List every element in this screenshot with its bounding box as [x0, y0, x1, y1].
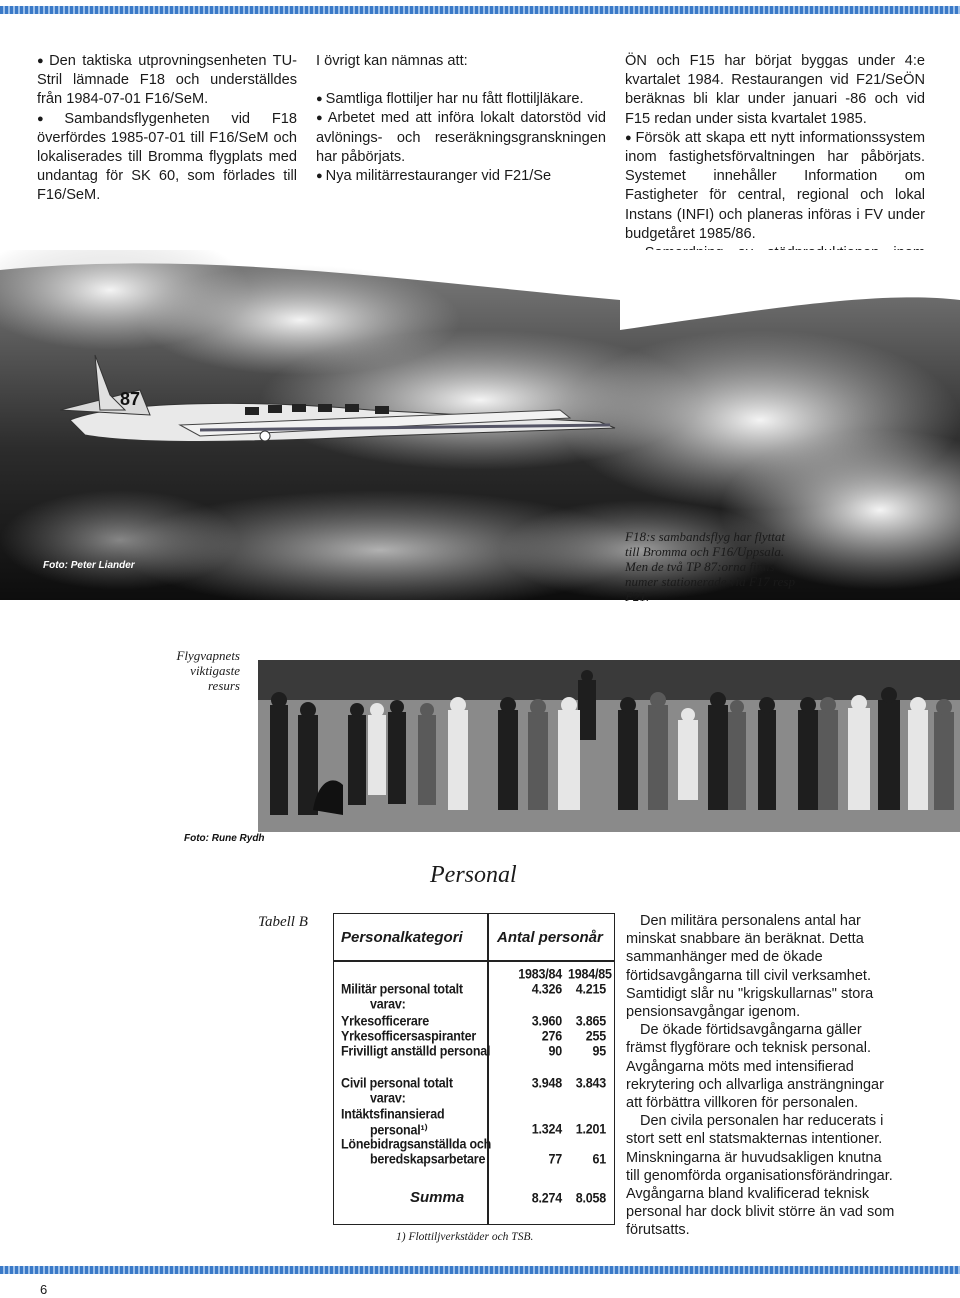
row-value-1: 276	[541, 1028, 562, 1044]
photo-credit-liander: Foto: Peter Liander	[43, 560, 135, 571]
table-row	[334, 996, 614, 1013]
row-label: Yrkesofficerare	[341, 1013, 430, 1029]
photo-credit-rydh: Foto: Rune Rydh	[184, 833, 265, 844]
row-value-2: 255	[585, 1028, 606, 1044]
row-label: personal¹⁾	[370, 1122, 428, 1138]
section-title-personal: Personal	[430, 862, 517, 888]
row-value-2: 1.201	[575, 1121, 606, 1137]
table-header-category: Personalkategori	[341, 929, 463, 946]
text-column-3	[625, 52, 925, 282]
table-row	[334, 1090, 614, 1107]
bottom-decorative-bar	[0, 1266, 960, 1274]
group-photo-title: Flygvapnets viktigaste resurs	[176, 648, 240, 693]
row-label: Yrkesofficersaspiranter	[341, 1028, 477, 1044]
paragraph-civil-personal: Den civila personalen har reducerats i stort sett enl statsmakternas intentioner. Minskningarna är huvudsakligen knutna till genomförda organisationsförändringar. Avgångarna bland kvalificerad teknisk personal har dock blivit större än vad som förutsatts.	[626, 1113, 895, 1239]
aircraft-photo-image	[0, 250, 960, 600]
paragraph-restauranger: ÖN och F15 har börjat byggas under 4:e kvartalet 1984. Restaurangen vid F21/SeÖN beräknas bli klar under januari -86 och vid F15 redan under sista kvartalet 1985.	[625, 53, 925, 127]
row-value-1: 4.326	[531, 981, 562, 997]
row-label: varav:	[370, 996, 406, 1012]
bullet-militarrestauranger: ● Nya militärrestauranger vid F21/Se	[316, 167, 606, 186]
paragraph-tu-stril: ● Den taktiska utprovningsenheten TU-Stril lämnade F18 och underställdes från 1984-07-01 F16/SeM.	[37, 52, 297, 110]
personnel-table	[333, 913, 615, 1225]
text-column-1	[37, 52, 297, 206]
row-value-1: 90	[548, 1043, 562, 1059]
table-row	[334, 1043, 614, 1060]
row-value-2: 95	[592, 1043, 606, 1059]
table-row	[334, 1151, 614, 1168]
row-value-1: 3.948	[531, 1075, 562, 1091]
table-divider-horizontal	[334, 960, 614, 962]
bullet-datorstod: ● Arbetet med att införa lokalt datorstöd vid avlönings- och reseräkningsgranskningen har påbörjats.	[316, 109, 606, 167]
summa-row	[334, 1190, 614, 1207]
summa-value-1: 8.274	[531, 1190, 562, 1206]
row-value-2: 4.215	[575, 981, 606, 997]
bullet-flottiljlakare: ● Samtliga flottiljer har nu fått flottiljläkare.	[316, 90, 606, 109]
year-2: 1984/85	[568, 966, 612, 982]
row-label: beredskapsarbetare	[370, 1151, 486, 1167]
paragraph-sambandsflyg: ● Sambandsflygenheten vid F18 överfördes 1985-07-01 till F16/SeM och lokaliserades till Bromma flygplats med undantag för SK 60, som förlades till F16/SeM.	[37, 110, 297, 206]
page-number: 6	[40, 1282, 48, 1297]
paragraph-militar-personal: Den militära personalens antal har minskat snabbare än beräknat. Detta sammanhänger med de ökade förtidsavgångarna till civil verksamhet. Samtidigt slår nu "krigskullarnas" stora pensionsavgångar igenom.	[626, 913, 874, 1021]
row-value-1: 77	[548, 1151, 562, 1167]
personnel-photo-image	[258, 660, 960, 832]
row-label: Civil personal totalt	[341, 1075, 453, 1091]
row-label: Frivilligt anställd personal	[341, 1043, 491, 1059]
summa-value-2: 8.058	[575, 1190, 606, 1206]
year-1: 1983/84	[518, 966, 562, 982]
personnel-photo	[258, 660, 960, 832]
summa-label: Summa	[410, 1189, 465, 1206]
row-value-2: 3.865	[575, 1013, 606, 1029]
row-value-2: 61	[592, 1151, 606, 1167]
table-header-amount: Antal personår	[497, 929, 603, 946]
row-value-1: 1.324	[531, 1121, 562, 1137]
top-decorative-bar	[0, 6, 960, 14]
row-value-1: 3.960	[531, 1013, 562, 1029]
paragraph-fortidsavgangar: De ökade förtidsavgångarna gäller främst flygförare och teknisk personal. Avgångarna möts med intensifierad rekrytering och allvarliga ansträngningar att förbättra villkoren för personalen.	[626, 1022, 884, 1112]
aircraft-caption: F18:s sambandsflyg har flyttat till Bromma och F16/Uppsala. Men de två TP 87:orna finns numer stationerade vid F17 resp F21.	[625, 529, 795, 604]
row-label: Militär personal totalt	[341, 981, 463, 997]
bullet-infi: ● Försök att skapa ett nytt informationssystem inom fastighetsförvaltningen har påbörjats. Systemet innehåller Information om Fastigheter för central, regional och lokal Instans (INFI) och planeras införas i FV under budgetåret 1985/86.	[625, 129, 925, 244]
table-footnote: 1) Flottiljverkstäder och TSB.	[396, 1231, 534, 1243]
intro-line: I övrigt kan nämnas att:	[316, 53, 468, 69]
text-column-2	[316, 52, 606, 186]
row-value-2: 3.843	[575, 1075, 606, 1091]
aircraft-code: 87	[120, 389, 141, 409]
aircraft-photo	[0, 250, 960, 600]
table-label: Tabell B	[258, 914, 308, 930]
row-label: varav:	[370, 1090, 406, 1106]
text-column-4	[626, 912, 896, 1240]
row-label: Lönebidragsanställda och	[341, 1136, 492, 1152]
row-label: Intäktsfinansierad	[341, 1106, 445, 1122]
